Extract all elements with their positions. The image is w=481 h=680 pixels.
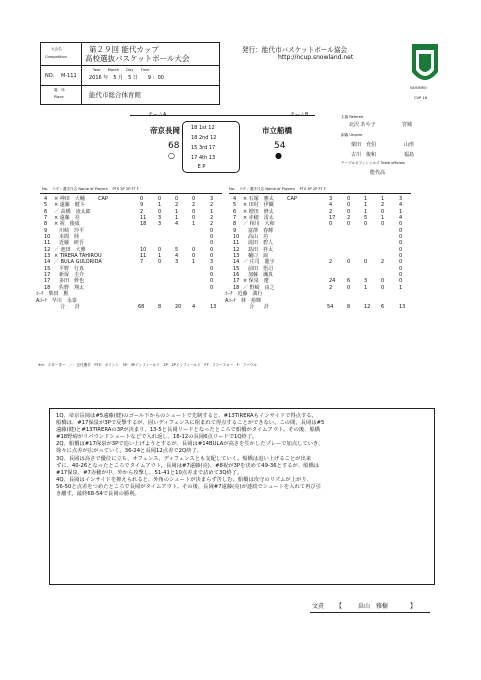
player-ft: 2	[381, 259, 385, 266]
player-player: 島田 祥太	[243, 246, 274, 253]
team-b-name: 市立船橋	[262, 126, 292, 135]
player-cap: CAP	[98, 196, 108, 202]
team-a-label: チームA	[148, 112, 167, 118]
player-f: 0	[399, 227, 403, 234]
player-2p: 0	[364, 221, 368, 228]
player-no: 6	[44, 208, 48, 215]
total-pts: 68	[138, 303, 145, 310]
player-no: 5	[233, 202, 237, 209]
player-f: 0	[399, 265, 403, 272]
total-ft: 4	[192, 303, 196, 310]
player-no: 6	[233, 208, 237, 215]
total-pts: 54	[327, 303, 334, 310]
player-f: 0	[399, 253, 403, 260]
player-no: 14	[44, 259, 51, 266]
player-pts: 24	[329, 278, 336, 285]
noshiro-cup-logo	[410, 42, 440, 92]
table-officials: 能代高	[370, 170, 386, 176]
player-pts: 7	[140, 259, 144, 266]
player-3p: 2	[347, 215, 351, 222]
total-3p: 8	[158, 303, 162, 310]
player-2p: 0	[175, 196, 179, 202]
player-f: 3	[210, 259, 214, 266]
player-3p: 0	[347, 284, 351, 291]
player-f: 0	[399, 234, 403, 241]
player-f: 1	[210, 208, 214, 215]
player-player: 本間 陸	[54, 234, 80, 241]
player-player: 樋口 諒	[243, 253, 269, 260]
player-f: 0	[210, 284, 214, 291]
event-name-line2: 高校選抜バスケットボール大会	[85, 54, 190, 63]
player-ft: 2	[381, 202, 385, 209]
player-2p: 3	[364, 278, 368, 285]
player-f: 0	[399, 221, 403, 228]
report-line: き離す。最終68-54で長岡の勝利。	[56, 491, 140, 498]
player-pts: 3	[329, 196, 333, 202]
team-a-box-score	[36, 196, 224, 310]
period-3: 15 3rd 17	[191, 145, 216, 151]
player-f: 4	[399, 202, 403, 209]
issuer: 発行：能代市バスケットボール協会	[242, 46, 348, 54]
player-ft: 0	[381, 284, 385, 291]
total-2p: 20	[175, 303, 182, 310]
player-2p: 1	[364, 208, 368, 215]
player-ft: 0	[192, 196, 196, 202]
player-f: 0	[399, 240, 403, 247]
player-3p: 3	[158, 221, 162, 228]
team-b-box-score	[225, 196, 413, 310]
total-label: 合 計	[249, 303, 270, 310]
bracket-close: 】	[410, 603, 417, 610]
player-player: × 田村 伊織	[243, 202, 274, 209]
player-pts: 10	[140, 246, 147, 253]
report-line: 1Q、帝京長岡は#5遠藤(健)のゴール下からのシュートで先制すると、#13TIRERAもインサイドで得点する。	[56, 413, 317, 419]
player-no: 17	[44, 272, 51, 279]
author-label: 文責	[312, 603, 325, 610]
total-row	[44, 304, 224, 310]
coach-name: ｺｰﾁ 近藤 義行	[225, 291, 263, 298]
umpire1-name: 栗田 充伯	[351, 142, 377, 148]
player-pts: 0	[329, 221, 333, 228]
player-no: 15	[233, 265, 240, 272]
player-no: 9	[44, 227, 48, 234]
team-a-header-rule	[40, 193, 222, 194]
player-ft: 0	[381, 278, 385, 285]
player-player: 前田 悟司	[243, 265, 274, 272]
game-no: M-111	[61, 73, 77, 79]
player-player: ／ 庄司 龍宇	[243, 259, 275, 266]
referee-name: 北沢 あや子	[349, 122, 376, 128]
player-f: 2	[210, 221, 214, 228]
assistant-coach-name: Aｺｰﾁ 林 裕輝	[225, 297, 261, 304]
player-3p: 0	[158, 208, 162, 215]
player-ft: 0	[192, 215, 196, 222]
player-2p: 3	[175, 259, 179, 266]
player-player: ／ 野崎 由之	[243, 284, 275, 291]
player-2p: 2	[175, 202, 179, 209]
player-3p: 0	[347, 196, 351, 202]
referee-label: 主審 Referee	[341, 115, 364, 119]
total-f: 13	[399, 303, 406, 310]
player-player: 新保 圭介	[54, 272, 85, 279]
player-2p: 1	[175, 208, 179, 215]
player-3p: 0	[347, 208, 351, 215]
player-no: 8	[233, 221, 237, 228]
player-player: × 保泉 遼	[243, 278, 269, 285]
player-player: 佐野 翔太	[54, 284, 85, 291]
team-a-name: 帝京長岡	[150, 126, 180, 135]
player-3p: 1	[158, 253, 162, 260]
player-ft: 2	[192, 202, 196, 209]
player-2p: 1	[175, 215, 179, 222]
player-no: 12	[44, 246, 51, 253]
player-f: 0	[399, 272, 403, 279]
player-3p: 6	[347, 278, 351, 285]
player-no: 4	[233, 196, 237, 202]
player-f: 4	[399, 215, 403, 222]
player-player: 平野 行真	[54, 265, 85, 272]
game-no-label: NO.	[45, 73, 55, 79]
report-line: 2Q、船橋は#17保泉が3Pで追い上げようとするが、長岡は#14BULAが高さを生かしたプレーで加点していき、	[56, 441, 324, 448]
player-player: 近藤 研吾	[54, 240, 85, 247]
player-pts: 17	[329, 215, 336, 222]
game-report	[49, 408, 435, 585]
player-f: 3	[399, 196, 403, 202]
player-no: 11	[233, 240, 240, 247]
player-f: 0	[210, 272, 214, 279]
player-2p: 1	[364, 196, 368, 202]
period-1: 18 1st 12	[191, 125, 215, 131]
report-line: 徐々に点差が広がっていく。36-24と長岡12点差で2Q終了。	[56, 448, 203, 455]
player-player: × 遠藤 健斗	[54, 202, 85, 209]
player-no: 16	[233, 272, 240, 279]
period-4: 17 4th 13	[191, 155, 216, 161]
player-f: 0	[210, 278, 214, 285]
player-player: 川崎 玲平	[54, 227, 85, 234]
legend: ※×：スターター ／：交代選手 PTS：ポイント 3P：3Pインフィールド 2P：2Pインフィールド FT：フリースロー F：ファウル	[38, 363, 257, 367]
player-3p: 0	[347, 221, 351, 228]
team-b-header-rule	[229, 193, 411, 194]
player-f: 2	[210, 215, 214, 222]
player-player: ／ 相川 大和	[243, 221, 275, 228]
player-3p: 1	[158, 202, 162, 209]
player-no: 7	[44, 215, 48, 222]
player-pts: 2	[329, 208, 333, 215]
date-value: 2016 年 5 月 5 日 9 ：00	[89, 75, 164, 81]
player-ft: 0	[192, 253, 196, 260]
player-no: 7	[233, 215, 237, 222]
player-player: 高山 功	[243, 234, 269, 241]
period-2: 18 2nd 12	[191, 135, 217, 141]
player-no: 10	[44, 234, 51, 241]
player-2p: 1	[364, 284, 368, 291]
team-divider	[130, 115, 315, 116]
player-f: 0	[210, 253, 214, 260]
coach-name: ｺｰﾁ 柴田 勲	[36, 291, 69, 298]
player-player: × TIRERA TAHIROU	[54, 253, 102, 260]
event-label-en: Competition	[45, 55, 67, 59]
player-pts: 2	[329, 259, 333, 266]
report-line: ずに、40-26となったところでタイムアウト。長岡は#7遠藤(亮)、#8祝が3Pを決めて49-36とするが、船橋は	[56, 462, 320, 469]
report-line: 56-50と点差をつめたところで長岡がタイムアウト。その後、長岡#7遠藤(亮)が連続でシュートを入れて再び引	[56, 483, 321, 490]
team-b-col-header: No. ﾘｰﾀﾞｰ 選手氏名 Name of Players PTS 3P 2P FT F	[229, 187, 326, 191]
total-row	[233, 304, 413, 310]
noshiro-logo-icon	[410, 42, 440, 88]
event-name-line1: 第２９回 能代カップ	[89, 45, 159, 54]
game-no-cell	[41, 65, 82, 85]
player-f: 0	[210, 240, 214, 247]
total-2p: 12	[364, 303, 371, 310]
umpire1-pref: 山形	[404, 142, 415, 148]
player-ft: 1	[381, 196, 385, 202]
player-no: 15	[44, 265, 51, 272]
player-ft: 1	[192, 221, 196, 228]
assistant-coach-name: Aｺｰﾁ 早川 永泰	[36, 297, 77, 304]
player-pts: 2	[329, 284, 333, 291]
url-link[interactable]: http://ncup.snowland.net	[278, 54, 354, 61]
player-player: × 神田 大輔	[54, 196, 85, 202]
total-3p: 8	[347, 303, 351, 310]
umpire2-pref: 福島	[404, 152, 415, 158]
player-player: × 赤穂 雷太	[243, 215, 274, 222]
player-player: × 祝 俊成	[54, 221, 80, 228]
player-pts: 2	[140, 208, 144, 215]
player-3p: 0	[158, 196, 162, 202]
player-ft: 1	[381, 215, 385, 222]
team-a-score: 68	[168, 141, 180, 151]
player-f: 3	[210, 196, 214, 202]
player-ft: 0	[192, 208, 196, 215]
place-label-en: Place	[54, 95, 64, 99]
date-header: Year Month Day Time	[93, 68, 150, 72]
player-player: ／ 池田 大雅	[54, 246, 86, 253]
player-no: 9	[233, 227, 237, 234]
player-player: × 増田 修太	[243, 208, 274, 215]
player-player: × 石塚 雅太	[243, 196, 274, 202]
period-ep: E P	[191, 164, 212, 170]
event-label-cell	[41, 43, 82, 65]
player-3p: 0	[347, 259, 351, 266]
player-pts: 0	[140, 196, 144, 202]
player-ft: 0	[192, 246, 196, 253]
team-a-col-header: No. ﾘｰﾀﾞｰ 選手氏名 Name of Players PTS 3P 2P FT F	[42, 187, 139, 191]
player-2p: 0	[364, 259, 368, 266]
referee-pref: 宮城	[402, 122, 413, 128]
player-f: 0	[210, 234, 214, 241]
place-label-cell	[41, 85, 82, 104]
player-no: 12	[233, 246, 240, 253]
period-scores-box	[182, 121, 240, 173]
player-no: 17	[233, 278, 240, 285]
player-player: 多田 幹也	[54, 278, 85, 285]
table-officials-label: テーブルオフィシャルズ Table officials	[341, 161, 405, 165]
player-no: 5	[44, 202, 48, 209]
event-label: 大会名	[51, 47, 62, 51]
player-f: 0	[399, 246, 403, 253]
player-3p: 0	[347, 202, 351, 209]
player-cap: CAP	[287, 196, 297, 202]
team-b-score: 54	[274, 141, 286, 151]
total-f: 13	[210, 303, 217, 310]
player-f: 0	[399, 259, 403, 266]
player-player: ／ 高橋 凌太郎	[54, 208, 91, 215]
player-player: × 遠藤 亮	[54, 215, 80, 222]
umpire2-name: 古川 俊和	[351, 152, 377, 158]
player-no: 18	[44, 284, 51, 291]
player-no: 13	[233, 253, 240, 260]
report-line: 船橋は、#17保泉が3Pで反撃するが、固いディフェンスに阻まれて得点することができない。この間、長岡は#5	[56, 420, 325, 427]
author-name: 畠山 雅樹	[358, 603, 389, 610]
player-ft: 0	[381, 208, 385, 215]
total-label: 合 計	[60, 303, 81, 310]
player-pts: 18	[140, 221, 147, 228]
report-line: 遠藤(健)と#13TIRERAの3Pが決まり、13-5と長岡リードとなったところで船橋がタイムアウト。その後、船橋	[56, 427, 321, 434]
report-line: #17保泉、#7赤穂が中、外から攻撃し、51-41と10点差まで詰めて3Q終了。	[56, 469, 243, 476]
team-a-win-mark: ○	[168, 151, 175, 160]
team-b-label: チームB	[290, 112, 309, 118]
player-f: 0	[210, 246, 214, 253]
report-line: #18野崎がリバウンドシュートなどで入れ返し、18-12の長岡6点リードで1Q終了。	[56, 434, 258, 441]
player-no: 8	[44, 221, 48, 228]
logo-sub: CUP 16	[414, 96, 428, 100]
game-info-box	[40, 42, 220, 105]
player-2p: 4	[175, 253, 179, 260]
player-player: 加藤 颯真	[243, 272, 274, 279]
player-2p: 4	[175, 221, 179, 228]
player-no: 11	[44, 240, 51, 247]
player-3p: 0	[158, 246, 162, 253]
player-2p: 1	[364, 202, 368, 209]
player-f: 2	[210, 202, 214, 209]
player-f: 0	[210, 265, 214, 272]
player-f: 1	[399, 208, 403, 215]
author-underline	[310, 612, 430, 613]
player-no: 17	[44, 278, 51, 285]
report-line: 3Q、長岡は高さで優位に立ち、オフェンス、ディフェンスとも支配していく。船橋は追い上げることが出来	[56, 455, 312, 462]
bracket-open: 【	[336, 603, 343, 610]
player-2p: 5	[364, 215, 368, 222]
player-f: 0	[399, 278, 403, 285]
logo-text: NOSHIRO	[410, 86, 427, 90]
player-no: 18	[233, 284, 240, 291]
report-line: 4Q、長岡はインサイドを抑えられると、外角のシュートが決まらず苦しむ。船橋は攻守のリズムが上がり、	[56, 476, 312, 483]
player-f: 0	[210, 227, 214, 234]
place-label: 場 所	[54, 88, 65, 92]
player-ft: 0	[381, 221, 385, 228]
player-pts: 4	[329, 202, 333, 209]
player-f: 1	[399, 284, 403, 291]
player-3p: 3	[158, 215, 162, 222]
player-player: ／ BULA GULORIDA	[54, 259, 102, 266]
player-no: 14	[233, 259, 240, 266]
player-pts: 9	[140, 202, 144, 209]
player-2p: 5	[175, 246, 179, 253]
place-name: 能代市総合体育館	[89, 91, 141, 99]
player-no: 13	[44, 253, 51, 260]
player-player: 滝田 碧人	[243, 240, 274, 247]
player-ft: 1	[192, 259, 196, 266]
player-pts: 11	[140, 215, 147, 222]
player-pts: 11	[140, 253, 147, 260]
player-no: 10	[233, 234, 240, 241]
player-player: 富澤 春輝	[243, 227, 274, 234]
total-ft: 6	[381, 303, 385, 310]
player-no: 4	[44, 196, 48, 202]
player-3p: 0	[158, 259, 162, 266]
umpire-label: 副審 Umpire	[341, 133, 363, 137]
team-b-loss-mark: ●	[275, 151, 282, 160]
